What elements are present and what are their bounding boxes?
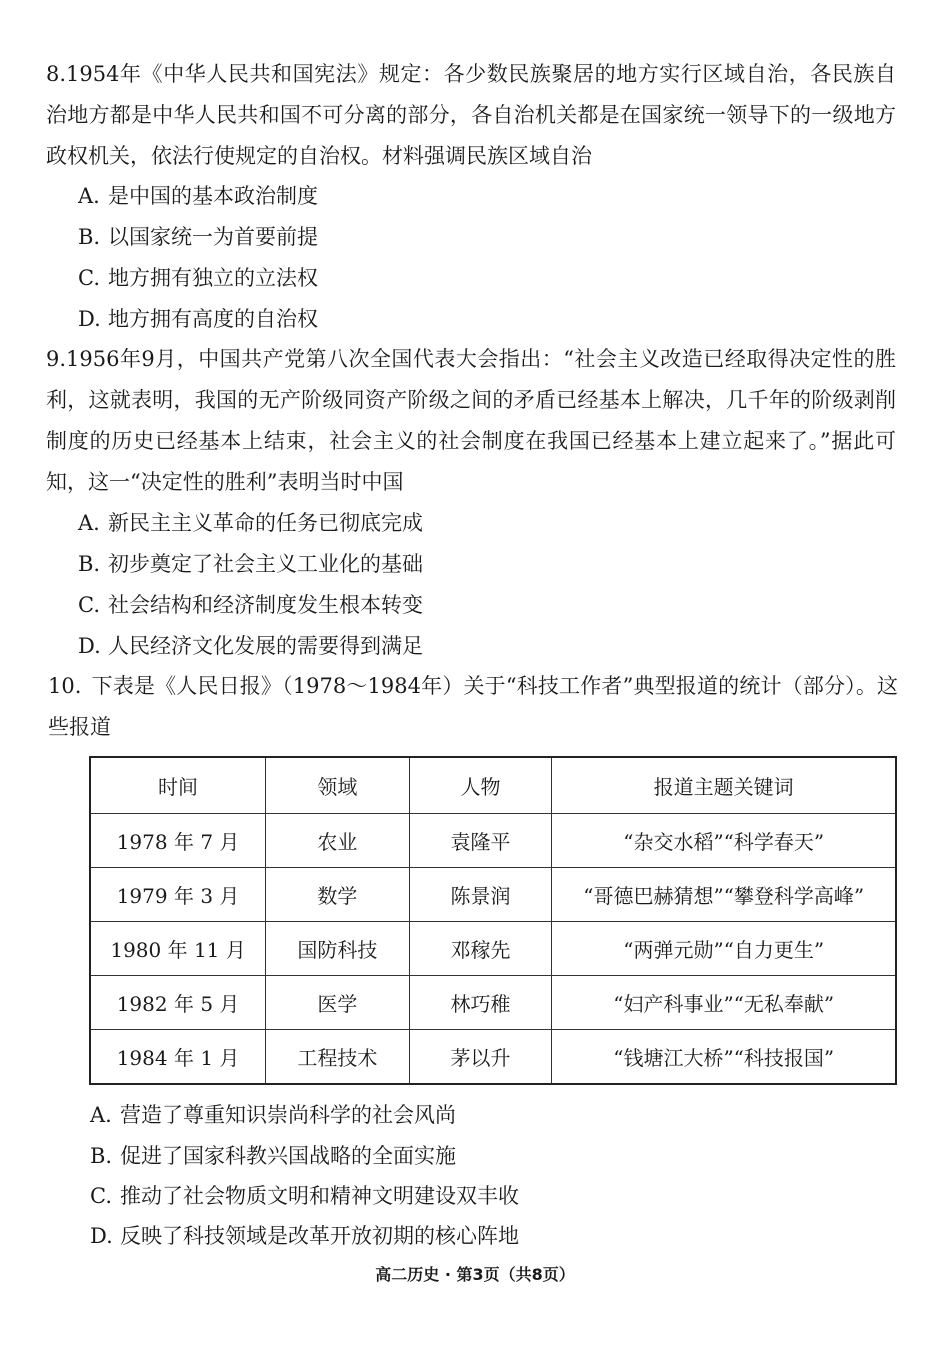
question-9-stem bbox=[46, 339, 896, 503]
question-9-option-a[interactable]: A. 新民主主义革命的任务已彻底完成 bbox=[78, 511, 423, 535]
report-statistics-table bbox=[89, 756, 897, 1085]
question-8-option-d[interactable]: D. 地方拥有高度的自治权 bbox=[78, 307, 318, 331]
table-row bbox=[90, 868, 896, 922]
question-8-option-b[interactable]: B. 以国家统一为首要前提 bbox=[78, 225, 318, 249]
cell-keywords: “妇产科事业”“无私奉献” bbox=[552, 976, 896, 1030]
cell-time: 1982 年 5 月 bbox=[90, 976, 266, 1030]
question-10-stem bbox=[48, 666, 898, 748]
cell-field: 医学 bbox=[266, 976, 410, 1030]
cell-person: 陈景润 bbox=[409, 868, 552, 922]
question-8-number: 8. bbox=[46, 62, 67, 86]
question-9-option-c[interactable]: C. 社会结构和经济制度发生根本转变 bbox=[78, 593, 423, 617]
table-row bbox=[90, 814, 896, 868]
question-10-option-c[interactable]: C. 推动了社会物质文明和精神文明建设双丰收 bbox=[90, 1184, 519, 1208]
question-10-text: 下表是《人民日报》（1978～1984年）关于“科技工作者”典型报道的统计（部分）。这些报道 bbox=[48, 674, 898, 739]
question-10-option-d[interactable]: D. 反映了科技领域是改革开放初期的核心阵地 bbox=[90, 1224, 519, 1248]
header-time: 时间 bbox=[90, 757, 266, 814]
question-10-number: 10. bbox=[48, 674, 82, 698]
header-field: 领域 bbox=[266, 757, 410, 814]
cell-field: 工程技术 bbox=[266, 1030, 410, 1085]
question-9-number: 9. bbox=[46, 347, 67, 371]
cell-keywords: “两弹元勋”“自力更生” bbox=[552, 922, 896, 976]
cell-field: 数学 bbox=[266, 868, 410, 922]
cell-person: 袁隆平 bbox=[409, 814, 552, 868]
question-8-option-a[interactable]: A. 是中国的基本政治制度 bbox=[78, 184, 318, 208]
cell-time: 1984 年 1 月 bbox=[90, 1030, 266, 1085]
table-header-row bbox=[90, 757, 896, 814]
question-8-text: 1954年《中华人民共和国宪法》规定：各少数民族聚居的地方实行区域自治，各民族自治地方都是中华人民共和国不可分离的部分，各自治机关都是在国家统一领导下的一级地方政权机关，依法行使规定的自治权。材料强调民族区域自治 bbox=[46, 62, 896, 168]
cell-person: 茅以升 bbox=[409, 1030, 552, 1085]
header-keywords: 报道主题关键词 bbox=[552, 757, 896, 814]
question-9-option-d[interactable]: D. 人民经济文化发展的需要得到满足 bbox=[78, 634, 423, 658]
cell-time: 1980 年 11 月 bbox=[90, 922, 266, 976]
cell-time: 1979 年 3 月 bbox=[90, 868, 266, 922]
question-8-stem bbox=[46, 54, 896, 177]
question-9-text: 1956年9月，中国共产党第八次全国代表大会指出：“社会主义改造已经取得决定性的胜利，这就表明，我国的无产阶级同资产阶级之间的矛盾已经基本上解决，几千年的阶级剥削制度的历史已经基本上结束，社会主义的社会制度在我国已经基本上建立起来了。”据此可知，这一“决定性的胜利”表明当时中国 bbox=[46, 347, 896, 494]
question-10-option-b[interactable]: B. 促进了国家科教兴国战略的全面实施 bbox=[90, 1144, 456, 1168]
cell-keywords: “哥德巴赫猜想”“攀登科学高峰” bbox=[552, 868, 896, 922]
cell-keywords: “钱塘江大桥”“科技报国” bbox=[552, 1030, 896, 1085]
header-person: 人物 bbox=[409, 757, 552, 814]
question-9-option-b[interactable]: B. 初步奠定了社会主义工业化的基础 bbox=[78, 552, 423, 576]
cell-time: 1978 年 7 月 bbox=[90, 814, 266, 868]
cell-person: 林巧稚 bbox=[409, 976, 552, 1030]
cell-keywords: “杂交水稻”“科学春天” bbox=[552, 814, 896, 868]
page-footer: 高二历史 · 第3页（共8页） bbox=[375, 1265, 575, 1284]
cell-field: 国防科技 bbox=[266, 922, 410, 976]
table-row bbox=[90, 976, 896, 1030]
cell-field: 农业 bbox=[266, 814, 410, 868]
question-10-option-a[interactable]: A. 营造了尊重知识崇尚科学的社会风尚 bbox=[90, 1103, 456, 1127]
table-row bbox=[90, 1030, 896, 1085]
table-row bbox=[90, 922, 896, 976]
question-8-option-c[interactable]: C. 地方拥有独立的立法权 bbox=[78, 266, 318, 290]
cell-person: 邓稼先 bbox=[409, 922, 552, 976]
